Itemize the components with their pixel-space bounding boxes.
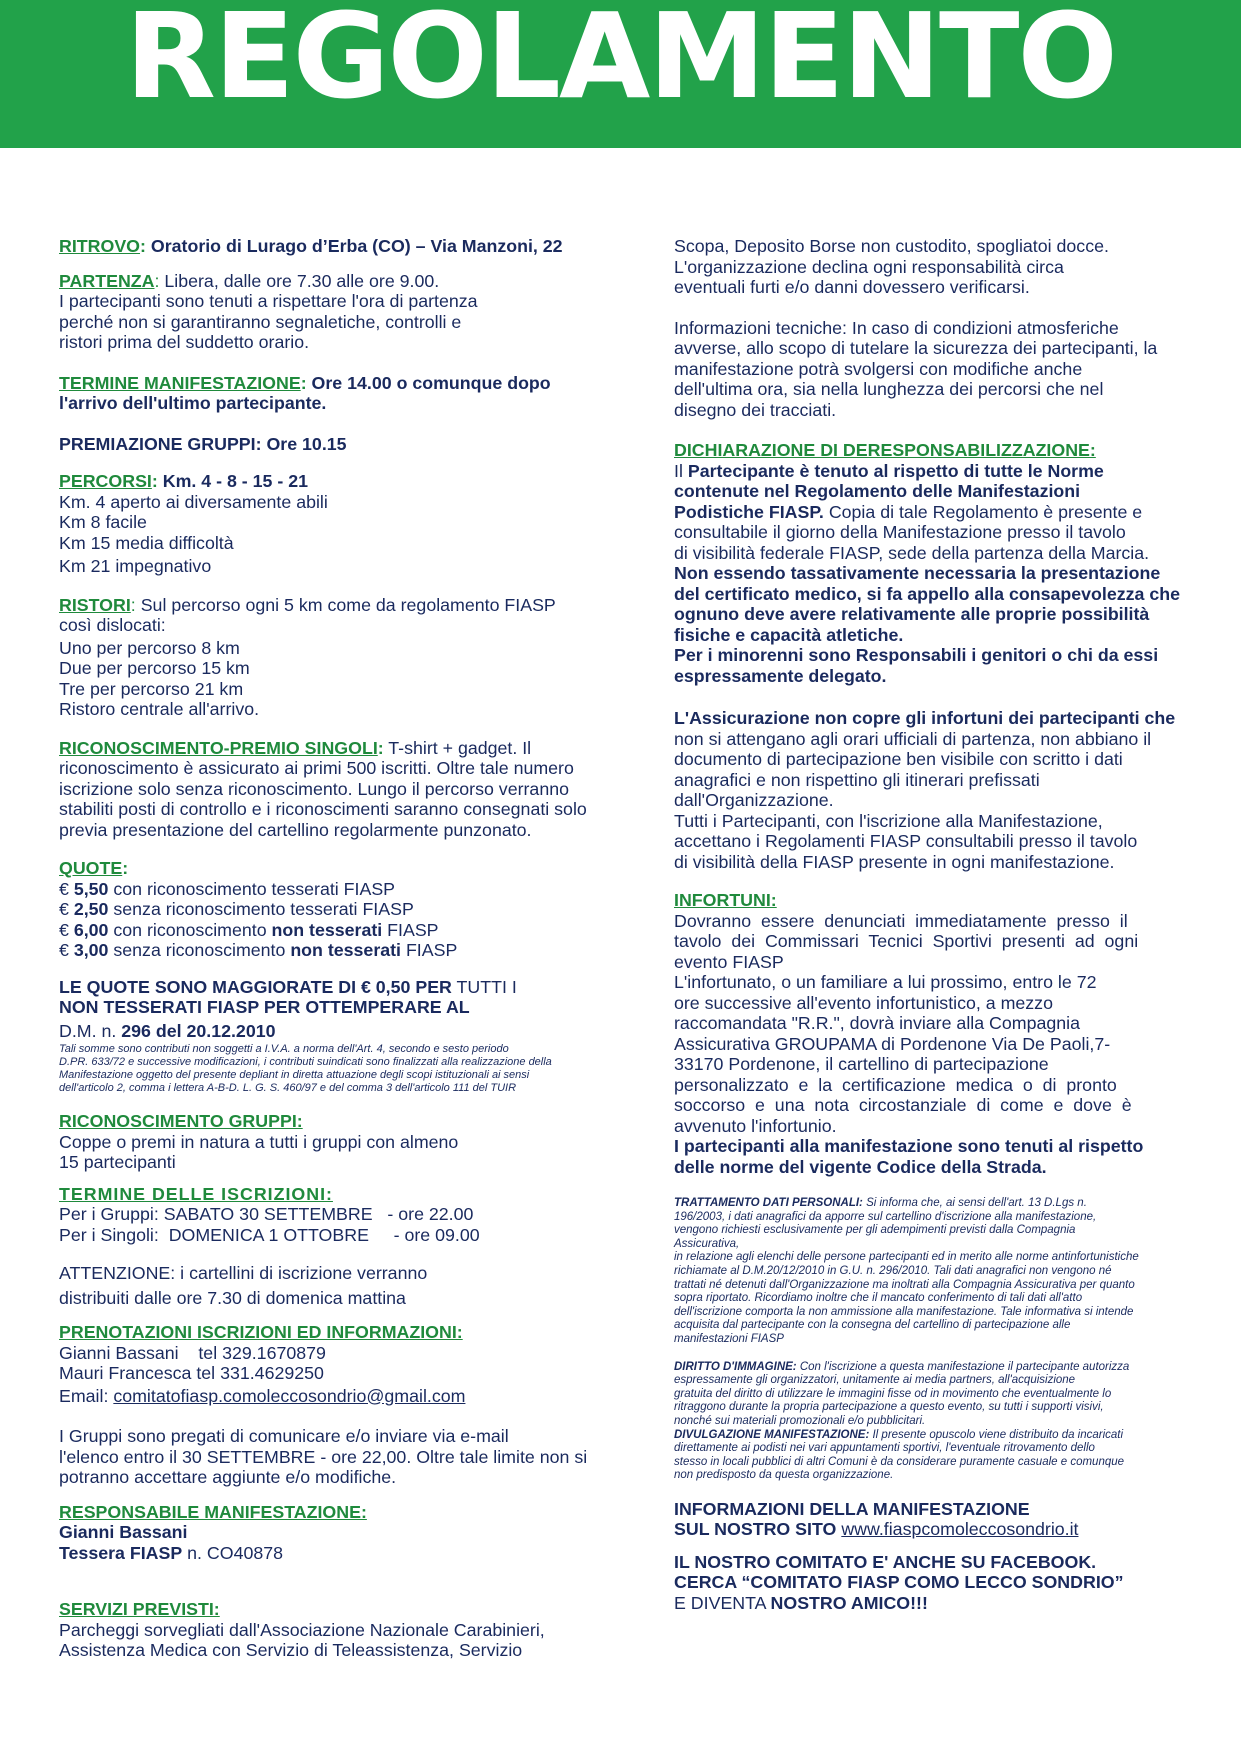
facebook-section: IL NOSTRO COMITATO E' ANCHE SU FACEBOOK. CERCA “COMITATO FIASP COMO LECCO SONDRIO” E DIVENTA NOSTRO AMICO!!!: [674, 1551, 1124, 1613]
left-column: [59, 236, 649, 1661]
quote-item: € 5,50 con riconoscimento tesserati FIASP: [59, 878, 396, 899]
quote-item: € 3,00 senza riconoscimento non tesserati FIASP: [59, 940, 458, 960]
fiscal-note: Tali somme sono contributi non soggetti a I.V.A. a norma dell'Art. 4, secondo e sesto periodo D.PR. 633/72 e successive modificazioni, i contributi suindicati sono finalizzati alla realizzazione della Manifestazione oggetto del presente depliant in diretta attuazione degli scopi istituzionali ai sensi dell'articolo 2, comma i lettera A-B-D. L. G. S. 460/97 e del comma 3 dell'articolo 111 del TUIR: [59, 1043, 552, 1094]
servizi-continued: Scopa, Deposito Borse non custodito, spogliatoi docce. L'organizzazione declina ogni responsabilità circa eventuali furti e/o danni dovessero verificarsi.: [674, 236, 1109, 297]
dichiarazione-section: DICHIARAZIONE DI DERESPONSABILIZZAZIONE: Il Partecipante è tenuto al rispetto di tutte le Norme contenute nel Regolamento delle Manifestazioni Podistiche FIASP. Copia di tale Regolamento è presente e consultabile il giorno della Manifestazione presso il tavolo di visibilità federale FIASP, sede della partenza della Marcia. Non essendo tassativamente necessaria la presentazione del certificato medico, si fa appello alla consapevolezza che ognuno deve avere relativamente alle proprie possibilità fisiche e capacità atletiche. Per i minorenni sono Responsabili i genitori o chi da essi espressamente delegato.: [674, 440, 1180, 686]
partenza-section: PARTENZA: Libera, dalle ore 7.30 alle ore 9.00. I partecipanti sono tenuti a rispettare l'ora di partenza perché non si garantiranno segnaletiche, controlli e ristori prima del suddetto orario.: [59, 270, 478, 352]
termine-section: TERMINE MANIFESTAZIONE: Ore 14.00 o comunque dopo l'arrivo dell'ultimo partecipante.: [59, 372, 551, 413]
assicurazione-section: L'Assicurazione non copre gli infortuni dei partecipanti che non si attengano agli orari ufficiali di partenza, non abbiano il documento di partecipazione ben visibile con scritto i dati anagrafici e non rispettino gli itinerari prefissati dall'Organizzazione. Tutti i Partecipanti, con l'iscrizione alla Manifestazione, accettano i Regolamenti FIASP consultabili presso il tavolo di visibilità della FIASP presente in ogni manifestazione.: [674, 708, 1176, 872]
quote-item: € 2,50 senza riconoscimento tesserati FIASP: [59, 899, 414, 919]
page-title: REGOLAMENTO: [125, 0, 1116, 125]
email-link[interactable]: comitatofiasp.comoleccosondrio@gmail.com: [113, 1385, 466, 1406]
quote-section: QUOTE: € 5,50 con riconoscimento tesserati FIASP € 2,50 senza riconoscimento tesserati FIASP € 6,00 con riconoscimento non tesserati FIASP € 3,00 senza riconoscimento non tesserati FIASP: [59, 858, 649, 961]
website-link[interactable]: www.fiaspcomoleccosondrio.it: [841, 1519, 1079, 1540]
ritrovo-section: RITROVO: Oratorio di Lurago d’Erba (CO) – Via Manzoni, 22: [59, 236, 563, 256]
header-banner: [0, 0, 1241, 148]
percorsi-section: PERCORSI: Km. 4 - 8 - 15 - 21 Km. 4 aperto ai diversamente abili Km 8 facile Km 15 media difficoltà Km 21 impegnativo: [59, 471, 328, 576]
info-tecniche: Informazioni tecniche: In caso di condizioni atmosferiche avverse, allo scopo di tutelare la sicurezza dei partecipanti, la manifestazione potrà svolgersi con modifiche anche dell'ultima ora, sia nella lunghezza dei percorsi che nel disegno dei tracciati.: [674, 317, 1158, 420]
privacy-section: TRATTAMENTO DATI PERSONALI: Si informa che, ai sensi dell'art. 13 D.Lgs n. 196/2003, i dati anagrafici da apporre sul cartellino d'iscrizione alla manifestazione, vengono richiesti esclusivamente per gli adempimenti previsti dalla Compagnia Assicurativa, in relazione agli elenchi delle persone partecipanti ed in merito alle norme antinfortunistiche richiamate al D.M.20/12/2010 in G.U. n. 296/2010. Tali dati anagrafici non vengono né trattati né detenuti dall'Organizzazione ma inoltrati alla Compagnia Assicurativa per quanto sopra riportato. Ricordiamo inoltre che il mancato conferimento di tali dati all'atto dell'iscrizione comporta la non ammissione alla manifestazione. Tale informativa si intende acquisita dal partecipante con la consegna del cartellino di partecipazione alle manifestazioni FIASP: [674, 1197, 1139, 1345]
attenzione-section: ATTENZIONE: i cartellini di iscrizione verranno distribuiti dalle ore 7.30 di domenica mattina: [59, 1263, 428, 1308]
prenotazioni-section: PRENOTAZIONI ISCRIZIONI ED INFORMAZIONI: Gianni Bassani tel 329.1670879 Mauri Francesca tel 331.4629250 Email: comitatofiasp.comoleccosondrio@gmail.com: [59, 1322, 466, 1406]
servizi-section: SERVIZI PREVISTI: Parcheggi sorvegliati dall'Associazione Nazionale Carabinieri, Assistenza Medica con Servizio di Teleassistenza, Servizio: [59, 1599, 545, 1660]
maggiorate-section: LE QUOTE SONO MAGGIORATE DI € 0,50 PER TUTTI I NON TESSERATI FIASP PER OTTEMPERARE AL D.M. n. 296 del 20.12.2010: [59, 976, 517, 1041]
right-column: [674, 236, 1204, 1613]
informazioni-section: INFORMAZIONI DELLA MANIFESTAZIONE SUL NOSTRO SITO www.fiaspcomoleccosondrio.it: [674, 1498, 1079, 1540]
riconoscimento-section: RICONOSCIMENTO-PREMIO SINGOLI: T-shirt + gadget. Il riconoscimento è assicurato ai primi 500 iscritti. Oltre tale numero iscrizione solo senza riconoscimento. Lungo il percorso verranno stabiliti posti di controllo e i riconoscimenti saranno consegnati solo previa presentazione del cartellino regolarmente punzonato.: [59, 737, 587, 840]
quote-item: € 6,00 con riconoscimento non tesserati FIASP: [59, 919, 439, 940]
gruppi-section: RICONOSCIMENTO GRUPPI: Coppe o premi in natura a tutti i gruppi con almeno 15 partecipanti: [59, 1111, 459, 1172]
gruppi-note: I Gruppi sono pregati di comunicare e/o inviare via e-mail l'elenco entro il 30 SETTEMBRE - ore 22,00. Oltre tale limite non si potranno accettare aggiunte e/o modifiche.: [59, 1426, 588, 1487]
responsabile-section: RESPONSABILE MANIFESTAZIONE: Gianni Bassani Tessera FIASP n. CO40878: [59, 1501, 367, 1563]
iscrizioni-section: TERMINE DELLE ISCRIZIONI: Per i Gruppi: SABATO 30 SETTEMBRE - ore 22.00 Per i Singoli: DOMENICA 1 OTTOBRE - ore 09.00: [59, 1183, 480, 1245]
ristori-section: RISTORI: Sul percorso ogni 5 km come da regolamento FIASP così dislocati: Uno per percorso 8 km Due per percorso 15 km Tre per percorso 21 km Ristoro centrale all'arrivo.: [59, 594, 556, 719]
infortuni-section: INFORTUNI: Dovranno essere denunciati immediatamente presso il tavolo dei Commissari Tecnici Sportivi presenti ad ogni evento FIASP L'infortunato, o un familiare a lui prossimo, entro le 72 ore successive all'evento infortunistico, a mezzo raccomandata "R.R.", dovrà inviare alla Compagnia Assicurativa GROUPAMA di Pordenone Via De Paoli,7- 33170 Pordenone, il cartellino di partecipazione personalizzato e la certificazione medica o di pronto soccorso e una nota circostanziale di come e dove è avvenuto l'infortunio. I partecipanti alla manifestazione sono tenuti al rispetto delle norme del vigente Codice della Strada.: [674, 890, 1144, 1177]
immagine-section: DIRITTO D'IMMAGINE: Con l'iscrizione a questa manifestazione il partecipante autorizza espressamente gli organizzatori, unitamente ai media partners, all'acquisizione gratuita del diritto di utilizzare le immagini fisse od in movimento che eventualmente lo ritraggono durante la propria partecipazione a questo evento, su tutti i supporti visivi, nonché sui materiali promozionali e/o pubblicitari. DIVULGAZIONE MANIFESTAZIONE: Il presente opuscolo viene distribuito da incaricati direttamente ai podisti nei vari appuntamenti sportivi, l'eventuale ritrovamento dello stesso in locali pubblici di altri Comuni è da considerare puramente casuale e comunque non predisposto da questa organizzazione.: [674, 1360, 1130, 1482]
premiazione-section: PREMIAZIONE GRUPPI: Ore 10.15: [59, 433, 347, 454]
